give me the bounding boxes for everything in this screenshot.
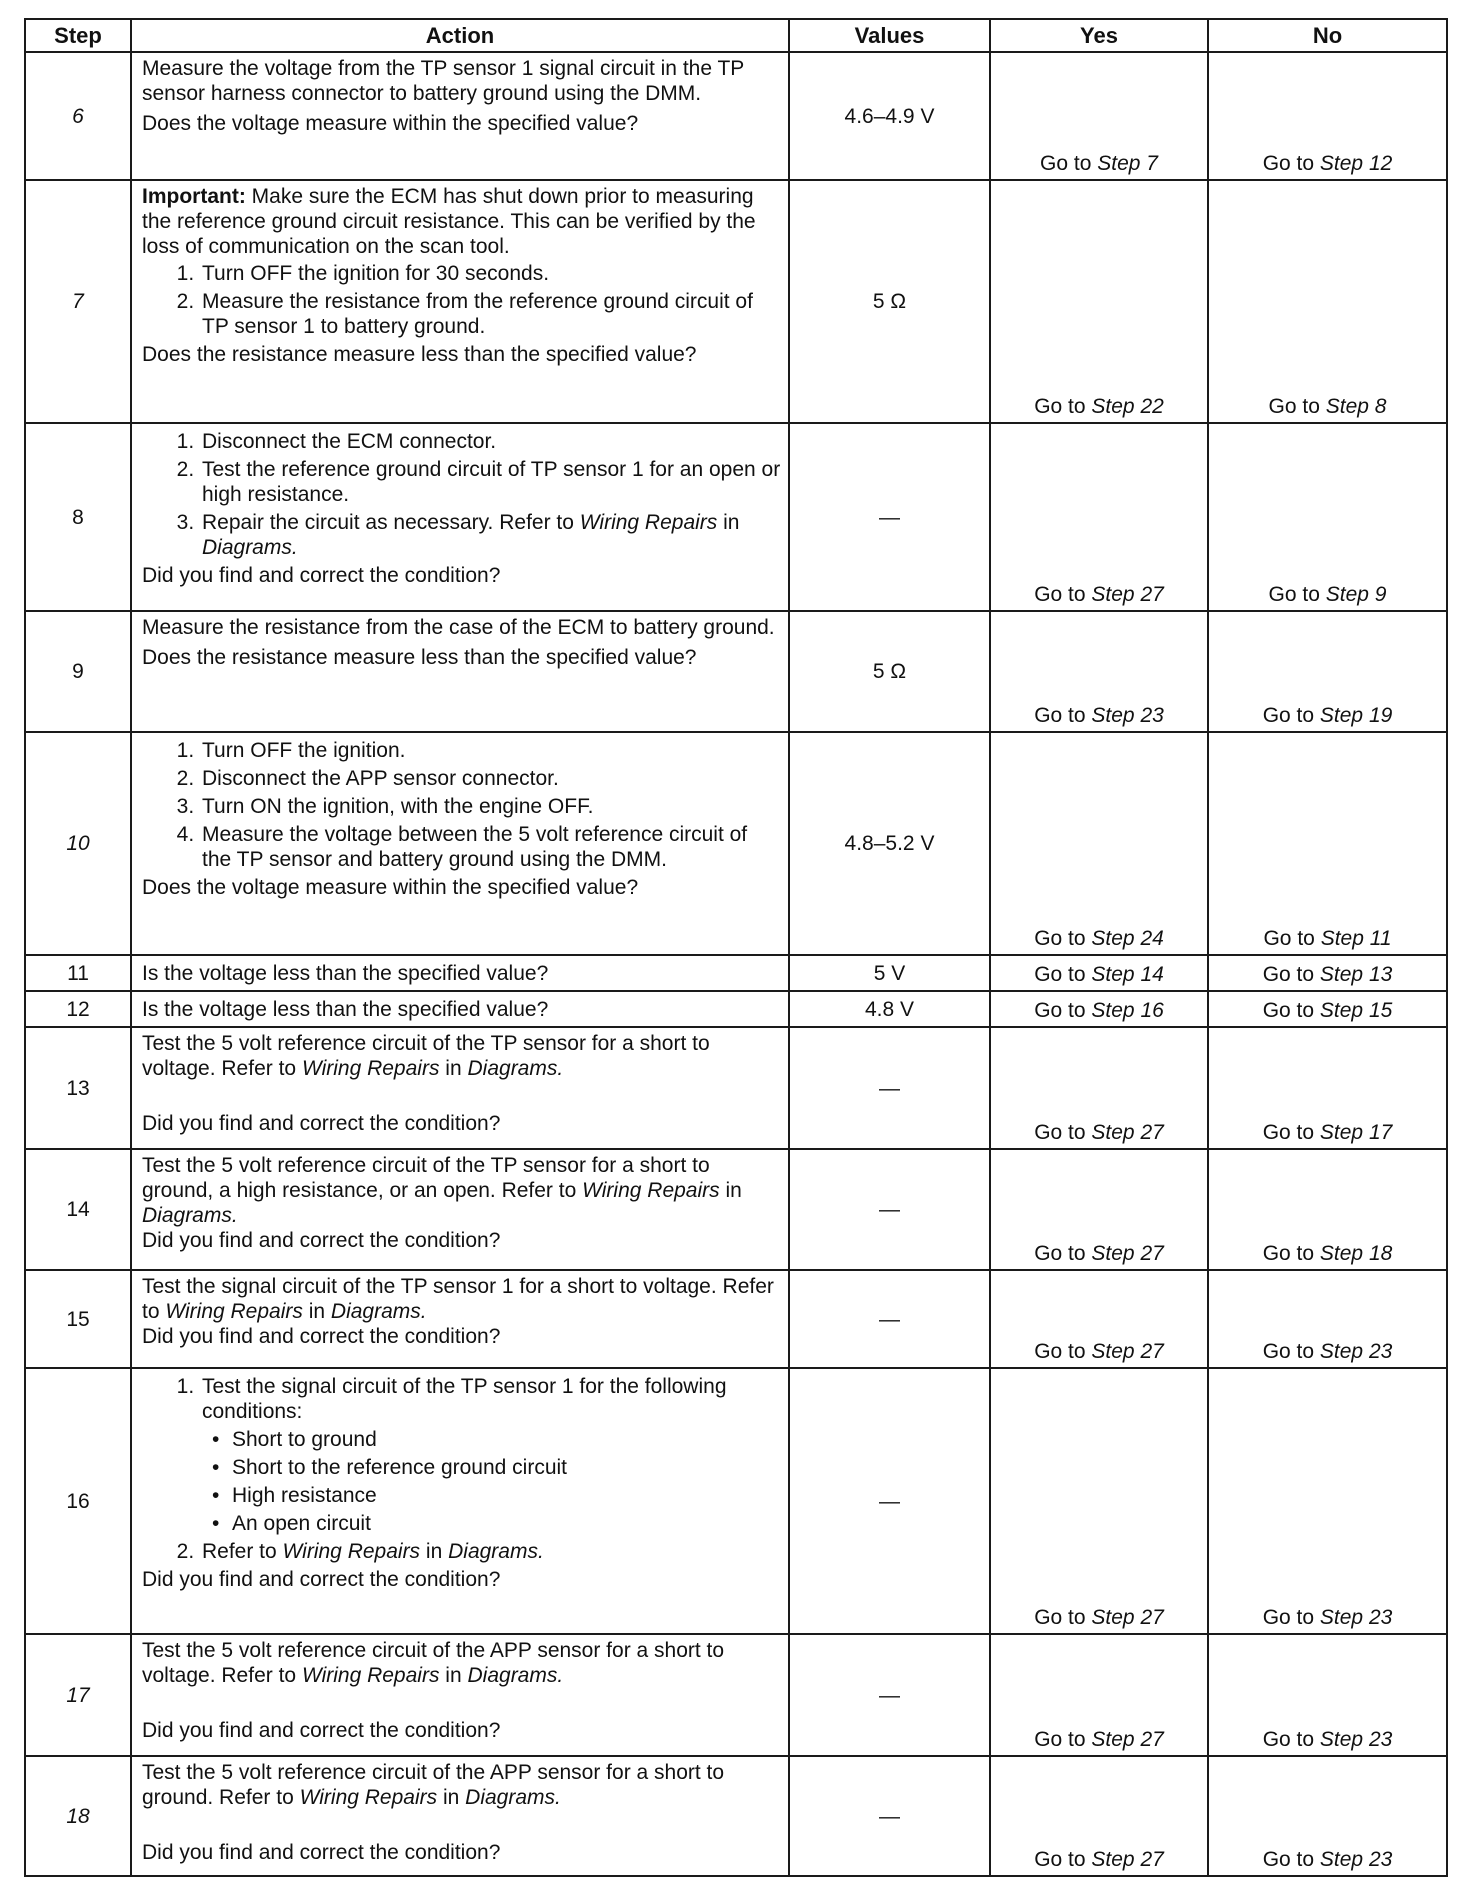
go-to-label: Go to [1034, 1340, 1086, 1363]
go-to-label: Go to [1034, 1728, 1086, 1751]
list-item: 3. Turn ON the ignition, with the engine OFF. [200, 794, 782, 819]
yes-cell [990, 1027, 1208, 1149]
value-cell: — [789, 1270, 990, 1368]
no-step-link[interactable]: Step 17 [1319, 1121, 1393, 1144]
yes-step-link[interactable]: Step 27 [1091, 1242, 1164, 1265]
action-question: Did you find and correct the condition? [142, 1229, 501, 1252]
yes-step-link[interactable]: Step 7 [1097, 152, 1158, 175]
action-text [142, 1031, 782, 1081]
in-text: in [442, 1786, 460, 1809]
important-text: Make sure the ECM has shut down prior to measuring the reference ground circuit resistance. This can be verified by the loss of communication on the scan tool. [142, 185, 756, 258]
action-question: Does the voltage measure within the specified value? [142, 112, 639, 135]
value-cell: — [789, 1634, 990, 1756]
bullet-item: • High resistance [232, 1483, 782, 1508]
no-cell [1208, 991, 1447, 1027]
go-to-label: Go to [1263, 927, 1315, 950]
item-text: Test the signal circuit of the TP sensor 1 for the following conditions: [202, 1375, 727, 1423]
list-item [200, 1374, 782, 1536]
no-step-link[interactable]: Step 11 [1320, 927, 1392, 950]
no-cell [1208, 1270, 1447, 1368]
list-item: 2. Test the reference ground circuit of TP sensor 1 for an open or high resistance. [200, 457, 782, 507]
action-list [142, 738, 782, 872]
go-to-label: Go to [1262, 1340, 1315, 1363]
step-number: 6 [25, 52, 131, 180]
diagrams-ref: Diagrams. [467, 1664, 564, 1687]
in-text: in [425, 1540, 443, 1563]
header-yes: Yes [990, 19, 1208, 52]
step-row-9 [25, 611, 1447, 732]
wiring-repairs-ref: Wiring Repairs [299, 1786, 438, 1809]
yes-cell [990, 611, 1208, 732]
no-cell [1208, 611, 1447, 732]
step-number: 18 [25, 1756, 131, 1876]
yes-cell [990, 1756, 1208, 1876]
go-to-label: Go to [1262, 1728, 1315, 1751]
action-cell [131, 423, 789, 611]
go-to-label: Go to [1268, 395, 1320, 418]
step-row-12 [25, 991, 1447, 1027]
yes-cell [990, 1270, 1208, 1368]
action-text [142, 1638, 782, 1688]
yes-cell [990, 1634, 1208, 1756]
list-item: 1. Disconnect the ECM connector. [200, 429, 782, 454]
action-cell [131, 1368, 789, 1634]
yes-step-link[interactable]: Step 27 [1091, 1848, 1164, 1871]
header-step: Step [25, 19, 131, 52]
go-to-label: Go to [1262, 152, 1315, 175]
go-to-label: Go to [1034, 1242, 1086, 1265]
step-row-13 [25, 1027, 1447, 1149]
no-cell [1208, 1756, 1447, 1876]
step-row-7 [25, 180, 1447, 423]
no-cell [1208, 1149, 1447, 1270]
step-number: 17 [25, 1634, 131, 1756]
diagrams-ref: Diagrams. [467, 1057, 564, 1080]
go-to-label: Go to [1034, 1848, 1086, 1871]
action-text-span: Test the signal circuit of the TP sensor 1 for a short to voltage. Refer to [142, 1275, 774, 1323]
value-cell: — [789, 1368, 990, 1634]
step-row-10 [25, 732, 1447, 955]
yes-step-link[interactable]: Step 27 [1091, 1121, 1164, 1144]
action-question: Is the voltage less than the specified value? [142, 998, 549, 1021]
action-list [142, 1374, 782, 1564]
step-row-16 [25, 1368, 1447, 1634]
no-step-link[interactable]: Step 23 [1319, 1728, 1393, 1751]
yes-step-link[interactable]: Step 24 [1091, 927, 1164, 950]
go-to-label: Go to [1034, 999, 1086, 1022]
go-to-label: Go to [1040, 152, 1092, 175]
step-number: 15 [25, 1270, 131, 1368]
no-cell [1208, 732, 1447, 955]
go-to-label: Go to [1034, 963, 1086, 986]
go-to-label: Go to [1034, 704, 1086, 727]
action-text [142, 1153, 782, 1228]
value-cell: 5 V [789, 955, 990, 991]
list-item: 1. Turn OFF the ignition for 30 seconds. [200, 261, 782, 286]
in-text: in [445, 1057, 462, 1080]
yes-step-link[interactable]: Step 27 [1091, 1728, 1164, 1751]
yes-cell [990, 423, 1208, 611]
diagnostic-table [24, 18, 1448, 1877]
in-text: in [725, 1179, 742, 1202]
action-text [142, 1760, 782, 1810]
diagrams-ref: Diagrams. [330, 1300, 427, 1323]
diagrams-ref: Diagrams. [202, 536, 298, 559]
step-number: 9 [25, 611, 131, 732]
step-number: 7 [25, 180, 131, 423]
action-text: Measure the voltage from the TP sensor 1 signal circuit in the TP sensor harness connector to battery ground using the DMM. [142, 57, 744, 105]
go-to-label: Go to [1262, 1848, 1315, 1871]
yes-step-link[interactable]: Step 16 [1091, 999, 1164, 1022]
action-text-span: Test the 5 volt reference circuit of the APP sensor for a short to ground. Refer to [142, 1761, 725, 1809]
action-question: Did you find and correct the condition? [142, 1325, 501, 1348]
action-cell [131, 991, 789, 1027]
go-to-label: Go to [1268, 583, 1320, 606]
step-row-18 [25, 1756, 1447, 1876]
value-cell: 5 Ω [789, 611, 990, 732]
header-row [25, 19, 1447, 52]
step-number: 16 [25, 1368, 131, 1634]
diagrams-ref: Diagrams. [465, 1786, 561, 1809]
step-row-11 [25, 955, 1447, 991]
action-cell [131, 1756, 789, 1876]
go-to-label: Go to [1262, 1242, 1315, 1265]
value-cell: 5 Ω [789, 180, 990, 423]
action-cell [131, 1149, 789, 1270]
action-cell [131, 1027, 789, 1149]
no-cell [1208, 955, 1447, 991]
action-cell [131, 732, 789, 955]
action-text-span: Test the 5 volt reference circuit of the TP sensor for a short to voltage. Refer to [142, 1032, 710, 1080]
yes-cell [990, 991, 1208, 1027]
go-to-label: Go to [1034, 395, 1086, 418]
yes-cell [990, 52, 1208, 180]
no-cell [1208, 52, 1447, 180]
yes-cell [990, 955, 1208, 991]
no-step-link[interactable]: Step 23 [1319, 1848, 1393, 1871]
no-step-link[interactable]: Step 23 [1319, 1606, 1393, 1629]
value-cell: — [789, 1027, 990, 1149]
condition-list [202, 1427, 782, 1536]
step-number: 14 [25, 1149, 131, 1270]
action-question: Did you find and correct the condition? [142, 564, 501, 587]
wiring-repairs-ref: Wiring Repairs [301, 1664, 440, 1687]
action-question: Did you find and correct the condition? [142, 1568, 501, 1591]
no-step-link[interactable]: Step 8 [1325, 395, 1387, 418]
action-question: Is the voltage less than the specified value? [142, 962, 549, 985]
wiring-repairs-ref: Wiring Repairs [165, 1300, 303, 1323]
action-question: Did you find and correct the condition? [142, 1719, 501, 1742]
yes-step-link[interactable]: Step 22 [1091, 395, 1164, 418]
action-cell [131, 1634, 789, 1756]
action-text-span: Test the 5 volt reference circuit of the TP sensor for a short to ground, a high resistance, or an open. Refer to [142, 1154, 710, 1202]
list-item: 2. Measure the resistance from the reference ground circuit of TP sensor 1 to battery ground. [200, 289, 782, 339]
value-cell: 4.8–5.2 V [789, 732, 990, 955]
no-step-link[interactable]: Step 12 [1319, 152, 1393, 175]
value-cell: — [789, 1756, 990, 1876]
wiring-repairs-ref: Wiring Repairs [301, 1057, 440, 1080]
yes-step-link[interactable]: Step 14 [1091, 963, 1164, 986]
yes-cell [990, 732, 1208, 955]
no-cell [1208, 1368, 1447, 1634]
no-step-link[interactable]: Step 13 [1319, 963, 1393, 986]
wiring-repairs-ref: Wiring Repairs [282, 1540, 421, 1563]
no-step-link[interactable]: Step 15 [1319, 999, 1393, 1022]
action-text [142, 1274, 782, 1324]
in-text: in [308, 1300, 326, 1323]
item-text: in [723, 511, 740, 534]
action-text: Measure the resistance from the case of the ECM to battery ground. [142, 616, 775, 639]
go-to-label: Go to [1034, 927, 1086, 950]
step-number: 8 [25, 423, 131, 611]
step-number: 10 [25, 732, 131, 955]
no-step-link[interactable]: Step 19 [1319, 704, 1393, 727]
go-to-label: Go to [1262, 963, 1315, 986]
action-list [142, 261, 782, 339]
step-number: 11 [25, 955, 131, 991]
list-item [200, 510, 782, 560]
step-row-15 [25, 1270, 1447, 1368]
no-step-link[interactable]: Step 9 [1325, 583, 1387, 606]
list-item: 2. Disconnect the APP sensor connector. [200, 766, 782, 791]
action-question: Does the resistance measure less than the specified value? [142, 343, 697, 366]
step-number: 13 [25, 1027, 131, 1149]
list-item [200, 1539, 782, 1564]
yes-cell [990, 180, 1208, 423]
step-row-8 [25, 423, 1447, 611]
in-text: in [445, 1664, 462, 1687]
action-question: Did you find and correct the condition? [142, 1112, 501, 1135]
action-cell [131, 180, 789, 423]
item-text: Refer to [202, 1540, 277, 1563]
important-note [142, 184, 782, 259]
wiring-repairs-ref: Wiring Repairs [582, 1179, 720, 1202]
value-cell: — [789, 1149, 990, 1270]
value-cell: — [789, 423, 990, 611]
go-to-label: Go to [1262, 1121, 1315, 1144]
bullet-item: • An open circuit [232, 1511, 782, 1536]
value-cell: 4.8 V [789, 991, 990, 1027]
action-cell [131, 1270, 789, 1368]
value-cell: 4.6–4.9 V [789, 52, 990, 180]
diagrams-ref: Diagrams. [448, 1540, 544, 1563]
action-question: Does the resistance measure less than the specified value? [142, 646, 697, 669]
step-row-14 [25, 1149, 1447, 1270]
step-row-6 [25, 52, 1447, 180]
yes-step-link[interactable]: Step 27 [1091, 1340, 1164, 1363]
no-cell [1208, 180, 1447, 423]
action-question: Does the voltage measure within the specified value? [142, 876, 639, 899]
action-cell [131, 955, 789, 991]
bullet-item: • Short to ground [232, 1427, 782, 1452]
no-step-link[interactable]: Step 23 [1319, 1340, 1393, 1363]
step-row-17 [25, 1634, 1447, 1756]
no-cell [1208, 1027, 1447, 1149]
item-text: Repair the circuit as necessary. Refer to [202, 511, 574, 534]
no-cell [1208, 1634, 1447, 1756]
no-step-link[interactable]: Step 18 [1319, 1242, 1393, 1265]
yes-cell [990, 1368, 1208, 1634]
step-number: 12 [25, 991, 131, 1027]
yes-step-link[interactable]: Step 27 [1091, 1606, 1164, 1629]
important-label: Important: [142, 185, 246, 208]
wiring-repairs-ref: Wiring Repairs [579, 511, 718, 534]
yes-step-link[interactable]: Step 27 [1091, 583, 1164, 606]
header-values: Values [789, 19, 990, 52]
go-to-label: Go to [1262, 704, 1315, 727]
go-to-label: Go to [1262, 999, 1315, 1022]
yes-cell [990, 1149, 1208, 1270]
action-text-span: Test the 5 volt reference circuit of the APP sensor for a short to voltage. Refer to [142, 1639, 725, 1687]
go-to-label: Go to [1034, 583, 1086, 606]
action-list [142, 429, 782, 560]
action-cell [131, 52, 789, 180]
action-cell [131, 611, 789, 732]
list-item: 4. Measure the voltage between the 5 volt reference circuit of the TP sensor and battery ground using the DMM. [200, 822, 782, 872]
go-to-label: Go to [1262, 1606, 1315, 1629]
list-item: 1. Turn OFF the ignition. [200, 738, 782, 763]
go-to-label: Go to [1034, 1606, 1086, 1629]
go-to-label: Go to [1034, 1121, 1086, 1144]
diagrams-ref: Diagrams. [142, 1204, 238, 1227]
header-action: Action [131, 19, 789, 52]
header-no: No [1208, 19, 1447, 52]
action-question: Did you find and correct the condition? [142, 1841, 501, 1864]
yes-step-link[interactable]: Step 23 [1091, 704, 1164, 727]
no-cell [1208, 423, 1447, 611]
bullet-item: • Short to the reference ground circuit [232, 1455, 782, 1480]
